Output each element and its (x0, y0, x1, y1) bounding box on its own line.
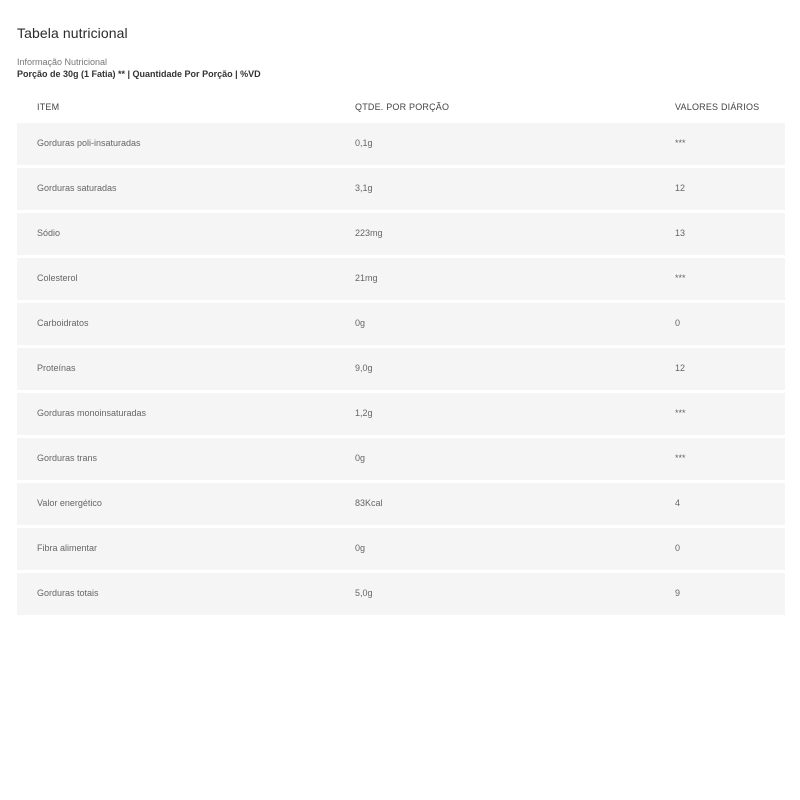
table-row (17, 573, 785, 615)
table-row (17, 438, 785, 480)
row-daily-value: 12 (675, 183, 686, 193)
row-daily-value: 9 (675, 588, 681, 598)
row-item: Valor energético (37, 498, 102, 508)
row-quantity: 9,0g (355, 363, 373, 373)
row-item: Gorduras poli-insaturadas (37, 138, 141, 148)
row-quantity: 0g (355, 543, 366, 553)
table-row (17, 123, 785, 165)
table-row (17, 528, 785, 570)
row-quantity: 0g (355, 453, 366, 463)
row-quantity: 0,1g (355, 138, 373, 148)
row-quantity: 223mg (355, 228, 383, 238)
row-daily-value: *** (675, 408, 686, 418)
row-item: Sódio (37, 228, 61, 238)
row-item: Fibra alimentar (37, 543, 98, 553)
row-quantity: 1,2g (355, 408, 373, 418)
row-item: Proteínas (37, 363, 76, 373)
row-quantity: 21mg (355, 273, 378, 283)
row-daily-value: 0 (675, 318, 681, 328)
portion-info: Porção de 30g (1 Fatia) ** | Quantidade Por Porção | %VD (17, 69, 261, 79)
row-daily-value: 4 (675, 498, 681, 508)
table-row (17, 213, 785, 255)
table-row (17, 483, 785, 525)
row-quantity: 83Kcal (355, 498, 383, 508)
table-row (17, 168, 785, 210)
table-header (17, 91, 785, 123)
section-title: Tabela nutricional (17, 25, 128, 41)
row-daily-value: *** (675, 273, 686, 283)
table-row (17, 303, 785, 345)
row-daily-value: 12 (675, 363, 686, 373)
table-row (17, 348, 785, 390)
column-header-item: ITEM (37, 102, 60, 112)
row-item: Carboidratos (37, 318, 89, 328)
nutrition-table (17, 91, 785, 618)
table-row (17, 258, 785, 300)
row-daily-value: 0 (675, 543, 681, 553)
row-quantity: 5,0g (355, 588, 373, 598)
row-item: Gorduras monoinsaturadas (37, 408, 147, 418)
row-item: Gorduras trans (37, 453, 98, 463)
row-quantity: 0g (355, 318, 366, 328)
column-header-daily-values: VALORES DIÁRIOS (675, 102, 760, 112)
row-daily-value: 13 (675, 228, 686, 238)
row-daily-value: *** (675, 453, 686, 463)
column-header-quantity: QTDE. POR PORÇÃO (355, 102, 450, 112)
row-quantity: 3,1g (355, 183, 373, 193)
row-item: Gorduras saturadas (37, 183, 117, 193)
table-row (17, 393, 785, 435)
row-item: Colesterol (37, 273, 78, 283)
section-subtitle: Informação Nutricional (17, 57, 108, 67)
row-item: Gorduras totais (37, 588, 99, 598)
row-daily-value: *** (675, 138, 686, 148)
